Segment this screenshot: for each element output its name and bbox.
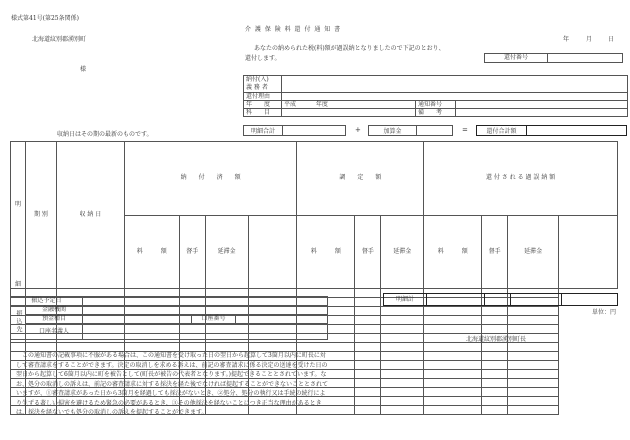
- group-paid-header: 納 付 済 額: [124, 142, 297, 216]
- remarks-field[interactable]: [456, 109, 628, 117]
- detail-sum-reminder-fee[interactable]: [485, 294, 511, 306]
- account-type-label: 預金種目: [26, 315, 83, 324]
- assessed-late-fee-cell[interactable]: [355, 289, 381, 298]
- refund-reminder-fee-cell[interactable]: [424, 406, 482, 415]
- account-type-field[interactable]: [83, 315, 192, 324]
- refund-amount-cell[interactable]: [381, 325, 424, 334]
- refund-reminder-fee-cell[interactable]: [424, 307, 482, 316]
- detail-sum-amount[interactable]: [427, 294, 485, 306]
- refund-amount-cell[interactable]: [381, 379, 424, 388]
- remarks-label: 備 考: [416, 109, 456, 117]
- paid-late-fee-header: 延滞金: [205, 215, 248, 289]
- refund-total-label: 還付合計額: [476, 125, 527, 136]
- transfer-date-field[interactable]: [83, 297, 328, 306]
- fiscal-year-suffix: 年度: [315, 100, 328, 108]
- destination-label: 振込先: [11, 306, 26, 340]
- document-title: 介 護 保 険 料 還 付 通 知 書: [245, 26, 342, 33]
- refund-extra-cell[interactable]: [508, 388, 559, 397]
- refund-late-fee-cell[interactable]: [482, 370, 508, 379]
- detail-sum-table: [383, 293, 618, 306]
- additional-amount-field[interactable]: [416, 125, 453, 136]
- institution-label: 金融機関: [26, 306, 83, 315]
- col-receipt-date-header: 収 納 日: [56, 142, 124, 289]
- refund-extra-cell[interactable]: [508, 361, 559, 370]
- refund-late-fee-header: 延滞金: [508, 215, 559, 289]
- refund-amount-cell[interactable]: [381, 370, 424, 379]
- group-assessed-header: 調 定 額: [297, 142, 424, 216]
- date-day-label: 日: [608, 36, 615, 43]
- detail-sum-extra[interactable]: [562, 294, 618, 306]
- intro-line-2: 還付します。: [245, 55, 281, 62]
- detail-side-label: [11, 142, 26, 289]
- refund-number-label: 還付番号: [485, 54, 548, 63]
- refund-reason-field[interactable]: [282, 93, 628, 101]
- plus-sign: +: [355, 126, 361, 134]
- assessed-reminder-fee-header: 督手: [355, 215, 381, 289]
- refund-late-fee-cell[interactable]: [482, 352, 508, 361]
- institution-field[interactable]: [83, 306, 328, 315]
- assessed-late-fee-header: 延滞金: [381, 215, 424, 289]
- assessed-late-fee-cell[interactable]: [355, 379, 381, 388]
- info-table: [243, 75, 628, 117]
- refund-extra-cell[interactable]: [508, 307, 559, 316]
- payer-label-line2: 義 務 者: [246, 84, 268, 91]
- account-number-field[interactable]: [236, 315, 328, 324]
- fiscal-year-label: 年 度: [244, 101, 282, 109]
- refund-extra-cell[interactable]: [508, 370, 559, 379]
- side-label-bottom: 細: [14, 281, 21, 288]
- refund-reminder-fee-cell[interactable]: [424, 397, 482, 406]
- refund-extra-header: [559, 215, 618, 289]
- detail-sum-label: 明細計: [384, 294, 427, 306]
- paid-amount-header: 料 額: [124, 215, 179, 289]
- assessed-late-fee-cell[interactable]: [355, 298, 381, 307]
- paid-extra-header: [248, 215, 297, 289]
- date-month-label: 月: [586, 36, 593, 43]
- refund-extra-cell[interactable]: [508, 406, 559, 415]
- recipient-suffix: 様: [80, 66, 87, 73]
- issuer-name: 北海道紋別郡湧別町長: [466, 336, 527, 343]
- assessed-late-fee-cell[interactable]: [355, 316, 381, 325]
- refund-extra-cell[interactable]: [508, 352, 559, 361]
- refund-amount-cell[interactable]: [381, 316, 424, 325]
- appeal-notice: この通知書の記載事項に不服がある場合は、この通知書を受け取った日の翌日から起算して3箇月以内に町長に対して審査請求をすることができます。決定の取消しを求める訴えは、前記の審査請求に係る決定の送達を受けた日の翌日から起算して6箇月以内に町を被告として(町長が被告の代表者となります。)提起できることとされています。なお、処分の取消しの訴えは、前記の審査請求に対する採決を経た後でなければ提起することができないこととされていますが、①審査請求があった日から3箇月を経過しても採決がないとき、②処分、処分の執行又は手続の続行により生ずる著しい損害を避けるため緊急の必要があるとき、③その他採決を経ないことにつき正当な理由があるときは、採決を経ないでも処分の取消しの訴えを提起することができます。: [16, 352, 329, 416]
- form-number: 様式第41号(第25条関係): [11, 15, 79, 22]
- refund-amount-cell[interactable]: [381, 343, 424, 352]
- refund-extra-cell[interactable]: [508, 316, 559, 325]
- refund-number-field[interactable]: [548, 54, 623, 63]
- payer-label-line1: 納付(入): [246, 76, 269, 83]
- assessed-late-fee-cell[interactable]: [355, 334, 381, 343]
- refund-amount-cell[interactable]: [381, 361, 424, 370]
- account-holder-label: 口座名義人: [26, 324, 83, 340]
- refund-reminder-fee-cell[interactable]: [424, 325, 482, 334]
- paid-reminder-fee-header: 督手: [179, 215, 205, 289]
- assessed-late-fee-cell[interactable]: [355, 352, 381, 361]
- assessed-late-fee-cell[interactable]: [355, 397, 381, 406]
- detail-total-label: 明細合計: [243, 125, 283, 136]
- account-holder-field[interactable]: [83, 324, 328, 340]
- refund-amount-cell[interactable]: [381, 334, 424, 343]
- assessed-amount-header: 料 額: [297, 215, 355, 289]
- refund-reminder-fee-cell[interactable]: [424, 361, 482, 370]
- refund-late-fee-cell[interactable]: [482, 397, 508, 406]
- refund-number-table: [484, 53, 623, 63]
- col-period-header: 期 別: [25, 142, 56, 289]
- refund-extra-cell[interactable]: [508, 397, 559, 406]
- assessed-late-fee-cell[interactable]: [355, 361, 381, 370]
- refund-total-field[interactable]: [526, 125, 627, 136]
- unit-label: 単位：円: [592, 309, 617, 316]
- municipality-name: 北海道紋別郡湧別町: [32, 36, 87, 43]
- assessed-late-fee-cell[interactable]: [355, 370, 381, 379]
- payer-field[interactable]: [282, 76, 628, 93]
- subject-label: 科 目: [244, 109, 282, 117]
- refund-amount-cell[interactable]: [381, 406, 424, 415]
- date-year-label: 年: [563, 36, 570, 43]
- refund-late-fee-cell[interactable]: [482, 379, 508, 388]
- receipt-date-note: 収納日はその期の最新のものです。: [57, 131, 153, 138]
- refund-late-fee-cell[interactable]: [482, 343, 508, 352]
- notice-number-field[interactable]: [456, 101, 628, 109]
- bank-table: [10, 296, 328, 340]
- fiscal-year-field[interactable]: [282, 101, 416, 109]
- refund-reminder-fee-cell[interactable]: [424, 388, 482, 397]
- group-refund-header: 還 付 さ れ る 過 誤 納 額: [424, 142, 618, 216]
- intro-line-1: あなたの納められた税(料)額が過誤納となりましたので下記のとおり、: [254, 45, 445, 52]
- fiscal-year-era: 平成: [284, 100, 297, 108]
- refund-amount-cell[interactable]: [381, 397, 424, 406]
- assessed-late-fee-cell[interactable]: [355, 343, 381, 352]
- refund-late-fee-cell[interactable]: [482, 361, 508, 370]
- assessed-late-fee-cell[interactable]: [355, 406, 381, 415]
- equals-sign: =: [462, 126, 468, 134]
- payer-label: [244, 76, 282, 93]
- refund-reminder-fee-header: 督手: [482, 215, 508, 289]
- refund-late-fee-cell[interactable]: [482, 307, 508, 316]
- refund-late-fee-cell[interactable]: [482, 406, 508, 415]
- notice-number-label: 通知番号: [416, 101, 456, 109]
- refund-extra-cell[interactable]: [508, 343, 559, 352]
- refund-late-fee-cell[interactable]: [482, 316, 508, 325]
- transfer-date-label: 振込予定日: [11, 297, 83, 306]
- refund-late-fee-cell[interactable]: [482, 388, 508, 397]
- assessed-late-fee-cell[interactable]: [355, 307, 381, 316]
- refund-late-fee-cell[interactable]: [482, 325, 508, 334]
- refund-reminder-fee-cell[interactable]: [424, 343, 482, 352]
- refund-reason-label: 還付理由: [244, 93, 282, 101]
- refund-reminder-fee-cell[interactable]: [424, 352, 482, 361]
- assessed-late-fee-cell[interactable]: [355, 388, 381, 397]
- refund-amount-cell[interactable]: [381, 388, 424, 397]
- detail-sum-late-fee[interactable]: [511, 294, 562, 306]
- additional-amount-label: 加算金: [368, 125, 417, 136]
- refund-reminder-fee-cell[interactable]: [424, 379, 482, 388]
- refund-reminder-fee-cell[interactable]: [424, 370, 482, 379]
- account-number-label: 口座番号: [192, 315, 236, 324]
- subject-field[interactable]: [282, 109, 416, 117]
- refund-amount-cell[interactable]: [381, 352, 424, 361]
- refund-amount-cell[interactable]: [381, 307, 424, 316]
- refund-extra-cell[interactable]: [508, 379, 559, 388]
- assessed-late-fee-cell[interactable]: [355, 325, 381, 334]
- detail-total-field[interactable]: [282, 125, 346, 136]
- side-label-top: 明: [14, 201, 21, 208]
- refund-reminder-fee-cell[interactable]: [424, 316, 482, 325]
- refund-amount-header: 料 額: [424, 215, 482, 289]
- refund-extra-cell[interactable]: [508, 325, 559, 334]
